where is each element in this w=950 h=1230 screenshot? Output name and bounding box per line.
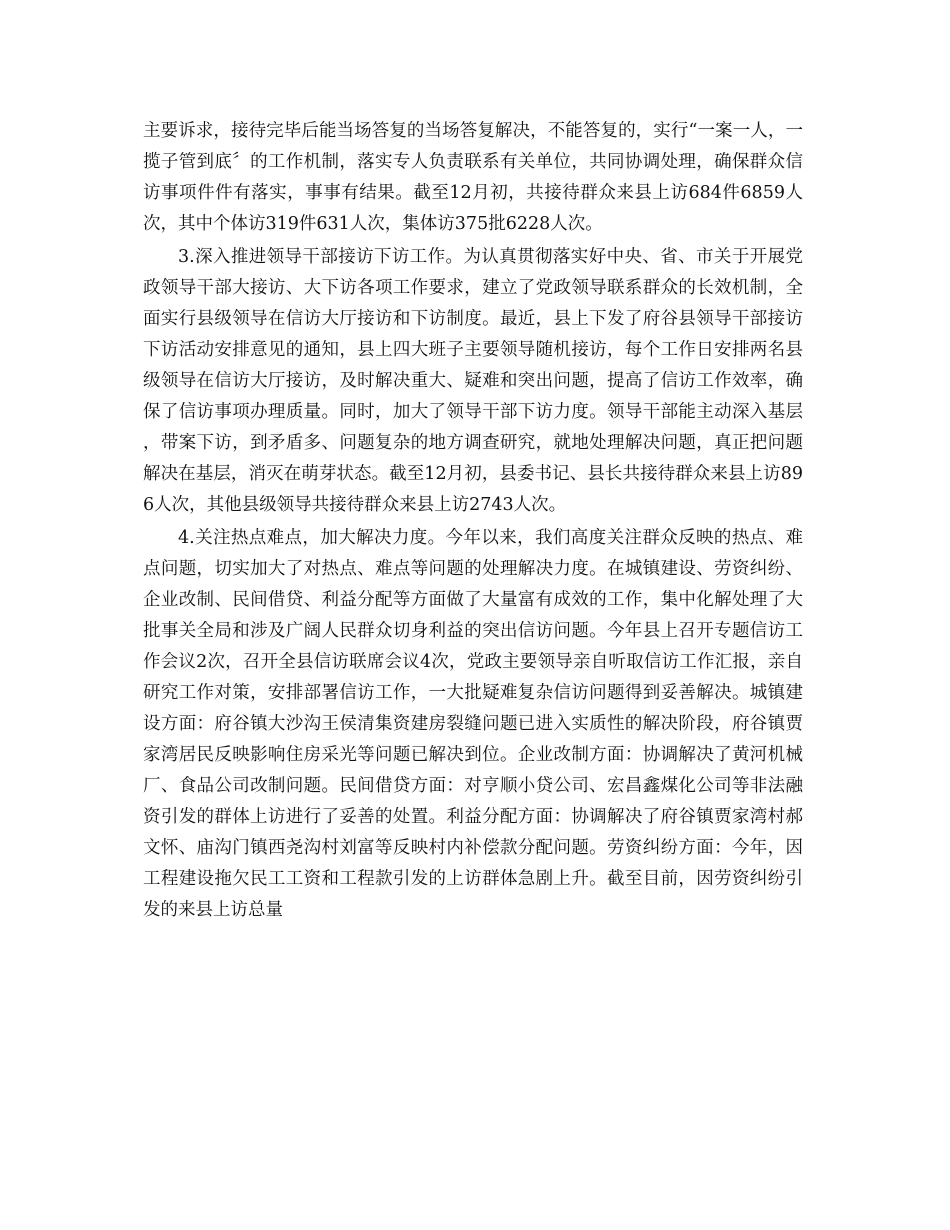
document-body bbox=[143, 116, 803, 928]
paragraph-hotspot-issues: 4.关注热点难点，加大解决力度。今年以来，我们高度关注群众反映的热点、难点问题，切实加大了对热点、难点等问题的处理解决力度。在城镇建设、劳资纠纷、企业改制、民间借贷、利益分配等方面做了大量富有成效的工作，集中化解处理了大批事关全局和涉及广阔人民群众切身利益的突出信访问题。今年县上召开专题信访工作会议2次，召开全县信访联席会议4次，党政主要领导亲自听取信访工作汇报，亲自研究工作对策，安排部署信访工作，一大批疑难复杂信访问题得到妥善解决。城镇建设方面：府谷镇大沙沟王侯清集资建房裂缝问题已进入实质性的解决阶段，府谷镇贾家湾居民反映影响住房采光等问题已解决到位。企业改制方面：协调解决了黄河机械厂、食品公司改制问题。民间借贷方面：对亨顺小贷公司、宏昌鑫煤化公司等非法融资引发的群体上访进行了妥善的处置。利益分配方面：协调解决了府谷镇贾家湾村郝文怀、庙沟门镇西尧沟村刘富等反映村内补偿款分配问题。劳资纠纷方面：今年，因工程建设拖欠民工工资和工程款引发的上访群体急剧上升。截至目前，因劳资纠纷引发的来县上访总量 bbox=[143, 528, 803, 920]
paragraph-complaint-handling: 主要诉求，接待完毕后能当场答复的当场答复解决，不能答复的，实行“一案一人，一揽子管到底〞的工作机制，落实专人负责联系有关单位，共同协调处理，确保群众信访事项件件有落实，事事有结果。截至12月初，共接待群众来县上访684件6859人次，其中个体访319件631人次，集体访375批6228人次。 bbox=[143, 121, 803, 234]
paragraph-leadership-visits: 3.深入推进领导干部接访下访工作。为认真贯彻落实好中央、省、市关于开展党政领导干部大接访、大下访各项工作要求，建立了党政领导联系群众的长效机制，全面实行县级领导在信访大厅接访和下访制度。最近，县上下发了府谷县领导干部接访下访活动安排意见的通知，县上四大班子主要领导随机接访，每个工作日安排两名县级领导在信访大厅接访，及时解决重大、疑难和突出问题，提高了信访工作效率，确保了信访事项办理质量。同时，加大了领导干部下访力度。领导干部能主动深入基层，带案下访，到矛盾多、问题复杂的地方调查研究，就地处理解决问题，真正把问题解决在基层，消灭在萌芽状态。截至12月初，县委书记、县长共接待群众来县上访896人次，其他县级领导共接待群众来县上访2743人次。 bbox=[143, 247, 803, 515]
